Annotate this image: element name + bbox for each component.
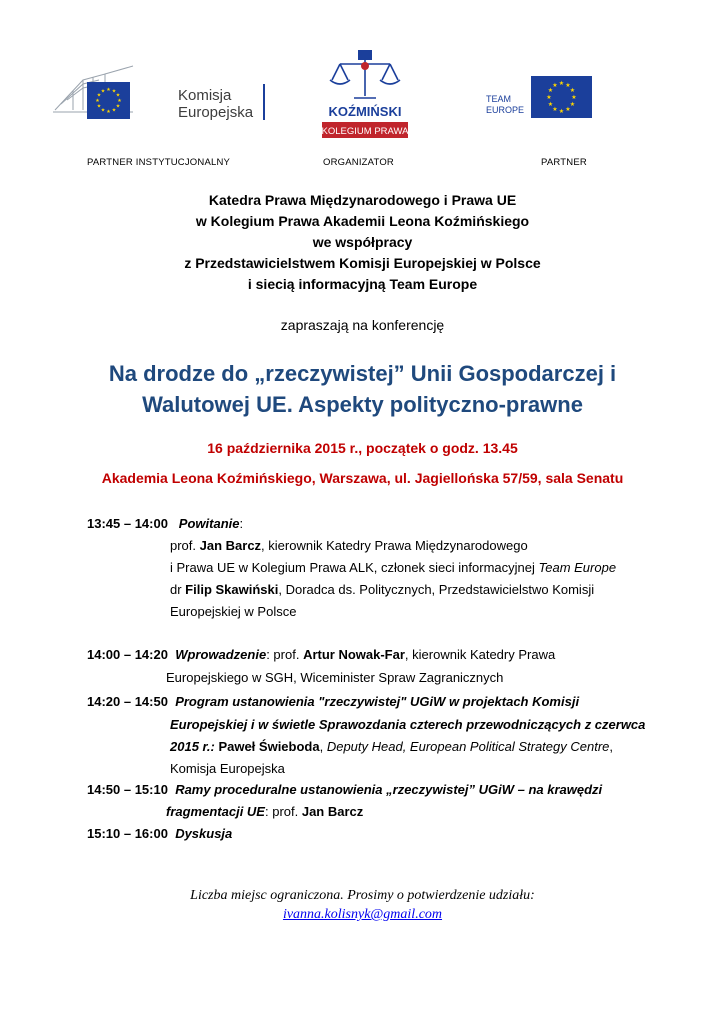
- invitation-text: zapraszają na konferencję: [280, 317, 445, 333]
- agenda-time: 15:10 – 16:00: [87, 826, 168, 841]
- svg-text:★: ★: [106, 109, 111, 115]
- svg-text:★: ★: [115, 92, 121, 99]
- koz-subtitle: KOLEGIUM PRAWA: [321, 126, 409, 137]
- conference-date: 16 października 2015 r., początek o godz. 13.45: [207, 440, 518, 456]
- speaker-prefix: : prof.: [266, 647, 304, 662]
- svg-text:★: ★: [111, 107, 117, 114]
- svg-text:★: ★: [571, 94, 577, 101]
- agenda-speaker-line: [166, 803, 363, 821]
- svg-text:★: ★: [547, 87, 554, 94]
- agenda-time: 14:20 – 14:50: [87, 694, 168, 709]
- ec-name-1: Komisja: [178, 87, 232, 104]
- intro-line: Katedra Prawa Międzynarodowego i Prawa UE: [208, 192, 517, 208]
- intro-line: w Kolegium Prawa Akademii Leona Koźmińskiego: [195, 213, 530, 229]
- svg-text:★: ★: [100, 88, 106, 95]
- svg-text:★: ★: [569, 87, 576, 94]
- agenda-item-program: [87, 693, 579, 711]
- conference-title: [0, 358, 725, 420]
- agenda-title-line: [170, 716, 645, 734]
- svg-text:★: ★: [115, 103, 121, 110]
- agenda-title: Europejskiej i w świetle Sprawozdania czterech przewodniczących z czerwca: [170, 717, 646, 732]
- agenda-item-introduction: [87, 646, 555, 664]
- agenda-time: 14:00 – 14:20: [87, 647, 168, 662]
- agenda-speaker-line: Komisja Europejska: [170, 761, 285, 776]
- speaker-prefix: prof.: [170, 538, 200, 553]
- svg-text:★: ★: [558, 80, 565, 87]
- svg-text:★: ★: [106, 87, 111, 93]
- agenda-time: 14:50 – 15:10: [87, 782, 168, 797]
- intro-line: we współpracy: [312, 234, 413, 250]
- speaker-role: , kierownik Katedry Prawa: [404, 647, 556, 662]
- svg-text:★: ★: [565, 106, 571, 113]
- svg-text:★: ★: [552, 106, 558, 113]
- te-name-1: TEAM: [486, 94, 512, 104]
- koz-name: KOŹMIŃSKI: [328, 104, 402, 119]
- agenda-speaker-line: [170, 559, 616, 577]
- european-commission-logo: [53, 60, 265, 122]
- svg-text:★: ★: [111, 88, 117, 95]
- registration-note: [0, 886, 725, 924]
- agenda-time: 13:45 – 14:00: [87, 516, 168, 531]
- speaker-name: Jan Barcz: [199, 538, 262, 553]
- partner-label-institutional: PARTNER INSTYTUCJONALNY: [87, 157, 231, 168]
- intro-line: i siecią informacyjną Team Europe: [247, 276, 478, 292]
- svg-text:★: ★: [569, 101, 576, 108]
- agenda-colon: :: [239, 516, 244, 531]
- agenda-speaker-line: [170, 581, 594, 599]
- separator: ,: [319, 739, 327, 754]
- svg-text:★: ★: [96, 92, 102, 99]
- conference-venue: Akademia Leona Koźmińskiego, Warszawa, ul. Jagiellońska 57/59, sala Senatu: [101, 470, 624, 486]
- svg-text:★: ★: [546, 94, 552, 101]
- speaker-network: Team Europe: [538, 560, 617, 575]
- partner-label-partner: PARTNER: [541, 157, 587, 168]
- agenda-title: 2015 r.:: [170, 739, 215, 754]
- svg-text:★: ★: [552, 82, 558, 89]
- title-line: Na drodze do „rzeczywistej” Unii Gospodarczej i: [108, 361, 617, 386]
- agenda-item-discussion: [87, 825, 232, 843]
- svg-text:★: ★: [96, 103, 102, 110]
- agenda-title: fragmentacji UE: [166, 804, 265, 819]
- speaker-role: Deputy Head, European Political Strategy Centre: [326, 739, 610, 754]
- contact-email-link[interactable]: ivanna.kolisnyk@gmail.com: [282, 907, 443, 922]
- te-name-2: EUROPE: [486, 105, 525, 115]
- agenda-title: Program ustanowienia "rzeczywistej" UGiW w projektach Komisji: [175, 694, 580, 709]
- agenda-item-welcome: [87, 515, 243, 533]
- speaker-role: , kierownik Katedry Prawa Międzynarodowego: [261, 538, 528, 553]
- speaker-name: Jan Barcz: [301, 804, 364, 819]
- separator: ,: [609, 739, 613, 754]
- title-line: Walutowej UE. Aspekty polityczno-prawne: [142, 392, 583, 417]
- svg-text:★: ★: [95, 98, 100, 104]
- team-europe-logo: [486, 76, 594, 118]
- svg-text:★: ★: [117, 98, 122, 104]
- ec-name-2: Europejska: [178, 104, 254, 121]
- svg-text:★: ★: [547, 101, 554, 108]
- speaker-prefix: dr: [170, 582, 186, 597]
- agenda-title: Powitanie: [178, 516, 240, 531]
- agenda-speaker-line: Europejskiej w Polsce: [170, 604, 297, 619]
- kozminski-logo: [318, 44, 412, 140]
- svg-text:★: ★: [565, 82, 571, 89]
- partner-label-organizer: ORGANIZATOR: [323, 157, 394, 168]
- agenda-speaker-line: [170, 537, 528, 555]
- svg-text:★: ★: [100, 107, 106, 114]
- svg-text:★: ★: [558, 108, 565, 115]
- speaker-name: Paweł Świeboda: [214, 739, 320, 754]
- agenda-title: Ramy proceduralne ustanowienia „rzeczywistej” UGiW – na krawędzi: [175, 782, 603, 797]
- agenda-item-framework: [87, 781, 602, 799]
- agenda-title: Dyskusja: [175, 826, 233, 841]
- agenda-speaker-line: [170, 738, 613, 756]
- speaker-role: i Prawa UE w Kolegium Prawa ALK, członek sieci informacyjnej: [170, 560, 539, 575]
- organizers-intro: [0, 190, 725, 295]
- speaker-name: Artur Nowak-Far: [303, 647, 405, 662]
- speaker-name: Filip Skawiński: [185, 582, 279, 597]
- speaker-prefix: : prof.: [264, 804, 302, 819]
- speaker-role: , Doradca ds. Politycznych, Przedstawicielstwo Komisji: [278, 582, 595, 597]
- agenda-speaker-line: Europejskiego w SGH, Wiceminister Spraw Zagranicznych: [166, 670, 504, 685]
- intro-line: z Przedstawicielstwem Komisji Europejskiej w Polsce: [184, 255, 541, 271]
- registration-text: Liczba miejsc ograniczona. Prosimy o potwierdzenie udziału:: [190, 888, 535, 903]
- agenda-title: Wprowadzenie: [175, 647, 267, 662]
